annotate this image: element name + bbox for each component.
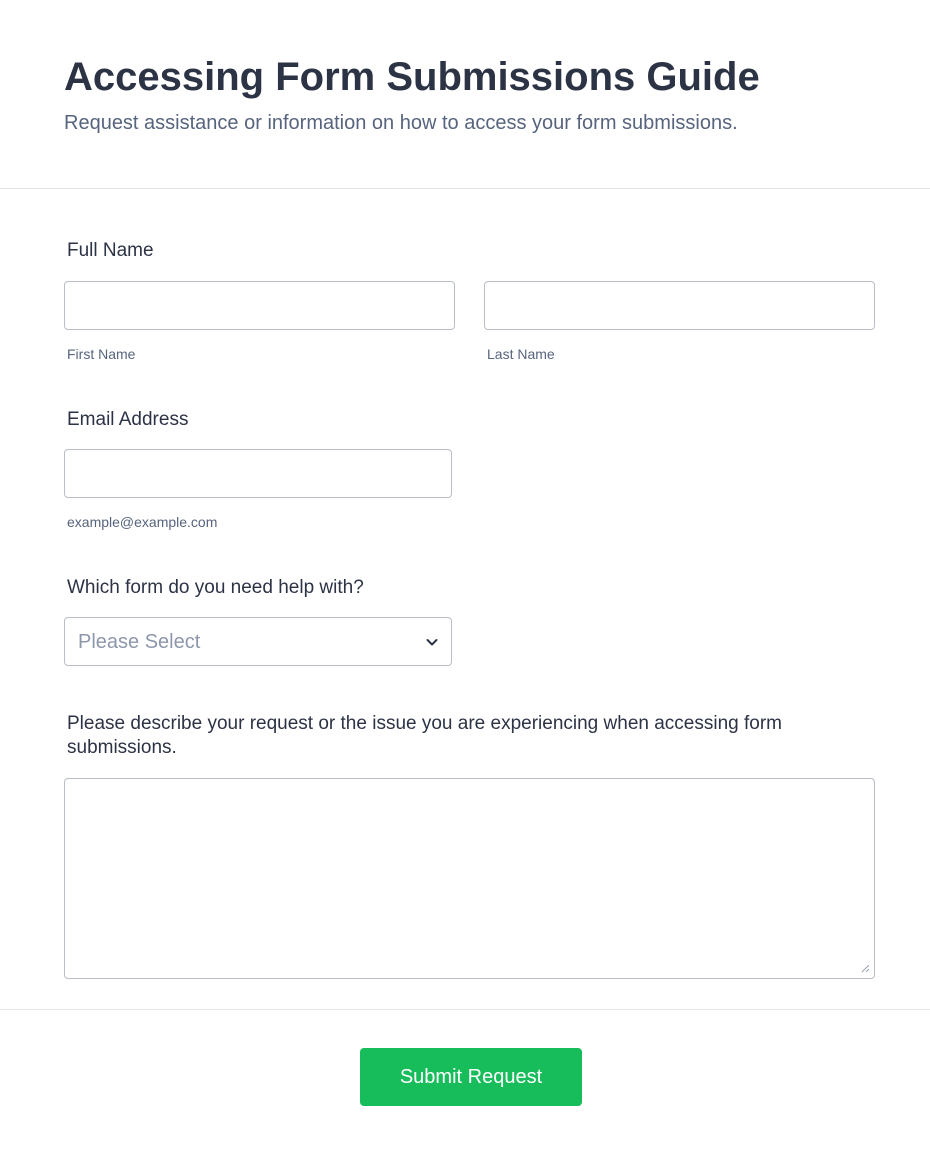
full-name-label: Full Name: [67, 240, 154, 261]
last-name-input[interactable]: [484, 281, 875, 330]
page-title: Accessing Form Submissions Guide: [64, 55, 760, 99]
form-select-dropdown[interactable]: [64, 617, 452, 666]
email-field[interactable]: [64, 449, 452, 498]
chevron-down-icon: [425, 635, 439, 649]
description-textarea[interactable]: [64, 778, 875, 979]
email-sublabel: example@example.com: [67, 514, 218, 530]
submit-request-button[interactable]: Submit Request: [360, 1048, 582, 1106]
first-name-input[interactable]: [64, 281, 455, 330]
page-subtitle: Request assistance or information on how to access your form submissions.: [64, 112, 738, 134]
form-select-value: Please Select: [78, 631, 201, 653]
description-label: Please describe your request or the issue you are experiencing when accessing form submissions.: [67, 713, 782, 758]
last-name-sublabel: Last Name: [487, 346, 555, 362]
email-label: Email Address: [67, 409, 189, 430]
form-header: [0, 0, 930, 189]
first-name-sublabel: First Name: [67, 346, 136, 362]
form-select-label: Which form do you need help with?: [67, 577, 364, 598]
resize-grip-icon[interactable]: [860, 963, 870, 973]
footer-divider: [0, 1009, 930, 1010]
